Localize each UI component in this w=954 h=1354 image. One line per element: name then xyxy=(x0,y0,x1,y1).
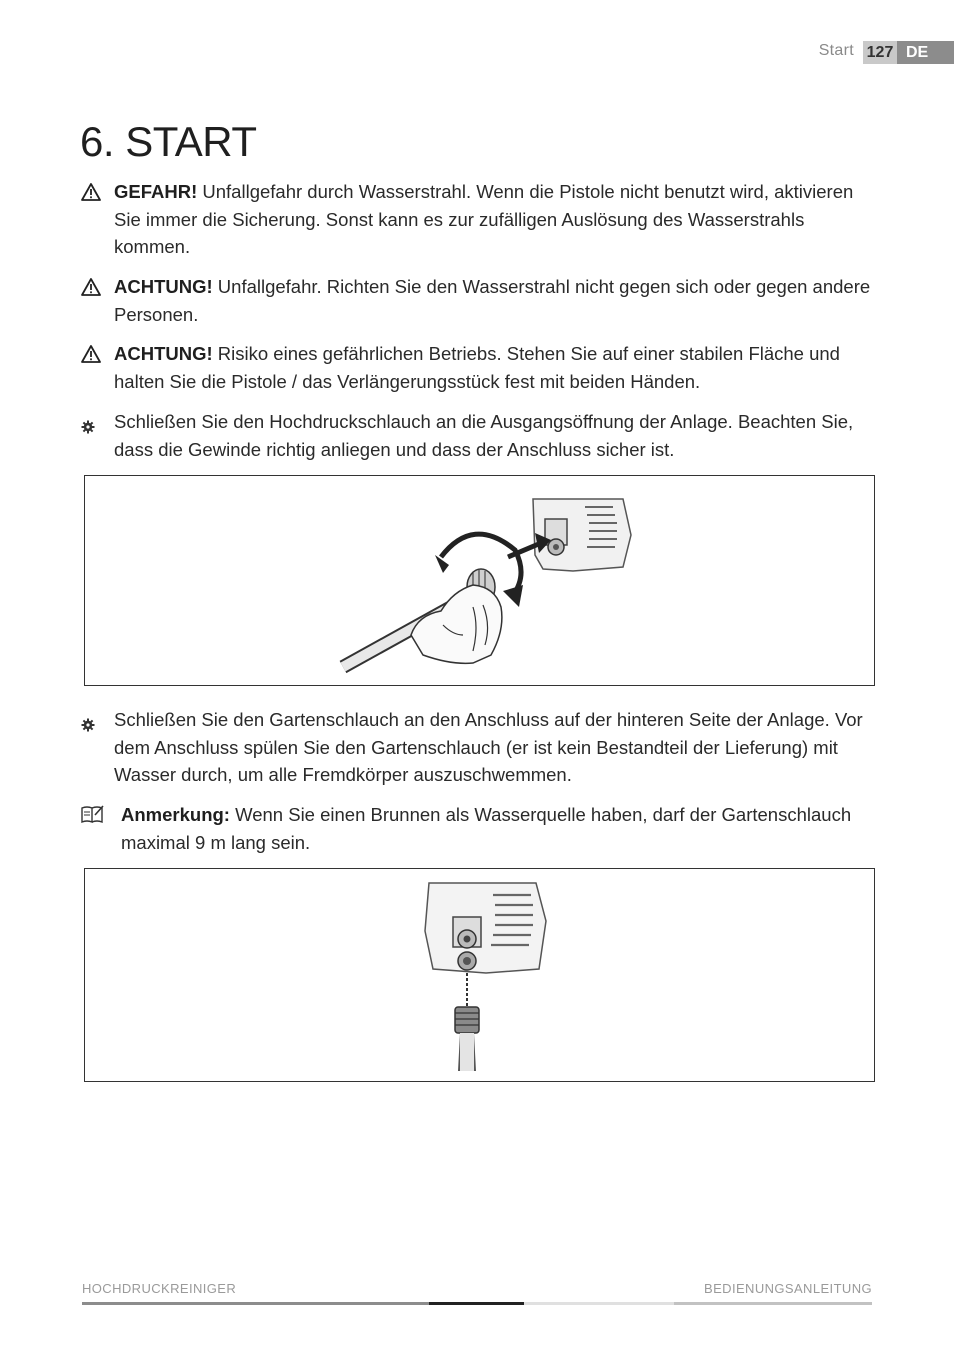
header-section-label: Start xyxy=(818,42,854,59)
warning-text: Unfallgefahr durch Wasserstrahl. Wenn die Pistole nicht benutzt wird, aktivieren Sie immer die Sicherung. Sonst kann es zur zufälligen Auslösung des Wasserstrahls kommen. xyxy=(114,181,854,257)
note-book-icon xyxy=(81,803,105,831)
caution-paragraph xyxy=(81,273,881,328)
note-label: Anmerkung: xyxy=(121,804,230,825)
high-pressure-hose-connection-illustration xyxy=(323,495,643,675)
figure-high-pressure-hose-connection xyxy=(84,475,875,686)
caution-label: ACHTUNG! xyxy=(114,343,213,364)
footer-bar-segment xyxy=(429,1302,524,1305)
warning-triangle-icon xyxy=(81,276,101,304)
garden-hose-connection-illustration xyxy=(411,881,551,1071)
caution-paragraph xyxy=(81,340,881,395)
caution-label: ACHTUNG! xyxy=(114,276,213,297)
warning-triangle-icon xyxy=(81,343,101,371)
warning-triangle-icon xyxy=(81,181,101,209)
bullet-text: Schließen Sie den Gartenschlauch an den Anschluss auf der hinteren Seite der Anlage. Vor dem Anschluss spülen Sie den Gartenschlauch (er ist kein Bestandteil der Lieferung) mit Wasser durch, um alle Fremdkörper auszuschwemmen. xyxy=(114,709,863,785)
footer-bar-segment xyxy=(524,1302,674,1305)
footer-manual-label: BEDIENUNGSANLEITUNG xyxy=(704,1281,872,1296)
footer-bar-segment xyxy=(82,1302,429,1305)
gear-bullet-icon xyxy=(81,414,95,442)
caution-text: Unfallgefahr. Richten Sie den Wasserstrahl nicht gegen sich oder gegen andere Personen. xyxy=(114,276,871,325)
page-title: 6. START xyxy=(80,118,257,165)
language-badge: DE xyxy=(897,41,954,64)
figure-garden-hose-connection xyxy=(84,868,875,1082)
bullet-text: Schließen Sie den Hochdruckschlauch an die Ausgangsöffnung der Anlage. Beachten Sie, dass die Gewinde richtig anliegen und dass der Anschluss sicher ist. xyxy=(114,411,854,460)
warning-paragraph xyxy=(81,178,881,261)
gear-bullet-icon xyxy=(81,712,95,740)
note-text: Wenn Sie einen Brunnen als Wasserquelle haben, darf der Gartenschlauch maximal 9 m lang sein. xyxy=(121,804,852,853)
caution-text: Risiko eines gefährlichen Betriebs. Stehen Sie auf einer stabilen Fläche und halten Sie die Pistole / das Verlängerungsstück fest mit beiden Händen. xyxy=(114,343,840,392)
instruction-bullet xyxy=(81,408,881,463)
footer-bar-segment xyxy=(674,1302,872,1305)
instruction-bullet xyxy=(81,706,881,789)
footer-product-label: HOCHDRUCKREINIGER xyxy=(82,1281,237,1296)
page-number-badge: 127 xyxy=(863,41,897,64)
warning-label: GEFAHR! xyxy=(114,181,198,202)
note-paragraph xyxy=(81,801,881,856)
